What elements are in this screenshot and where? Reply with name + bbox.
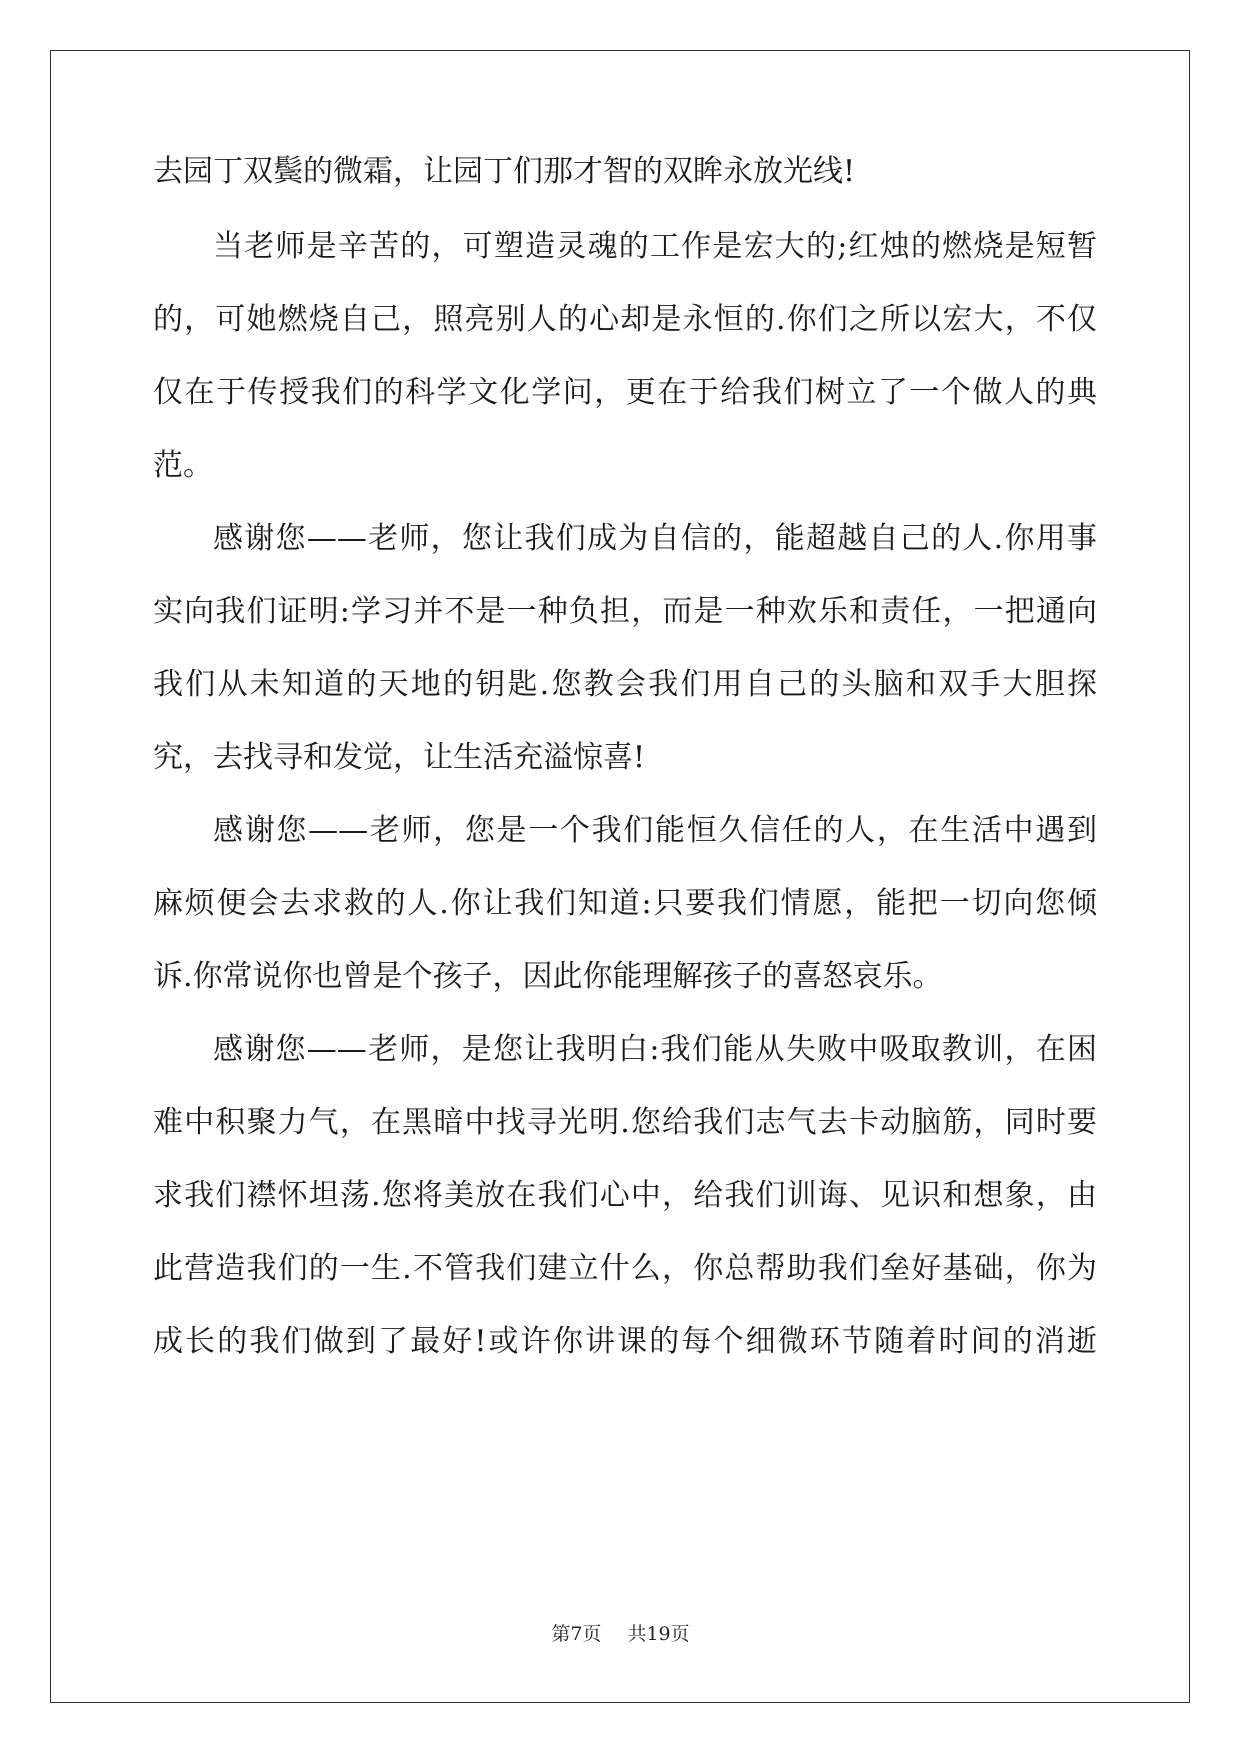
text-line-2: 当老师是辛苦的，可塑造灵魂的工作是宏大的;红烛的燃烧是短暂 [213,229,1097,264]
text-line-6: 感谢您——老师，您让我们成为自信的，能超越自己的人.你用事 [213,521,1097,556]
page-number: 第7页 [551,1623,602,1645]
text-line-13: 感谢您——老师，是您让我明白:我们能从失败中吸取教训，在困 [213,1032,1097,1067]
text-line-1: 去园丁双鬓的微霜，让园丁们那才智的双眸永放光线! [153,154,856,189]
text-line-4: 仅在于传授我们的科学文化学问，更在于给我们树立了一个做人的典 [153,375,1097,410]
text-line-12: 诉.你常说你也曾是个孩子，因此你能理解孩子的喜怒哀乐。 [153,959,943,994]
text-line-15: 求我们襟怀坦荡.您将美放在我们心中，给我们训诲、见识和想象，由 [153,1178,1097,1213]
text-line-17: 成长的我们做到了最好!或许你讲课的每个细微环节随着时间的消逝 [153,1324,1097,1359]
page-border [50,50,1190,1703]
text-line-11: 麻烦便会去求救的人.你让我们知道:只要我们情愿，能把一切向您倾 [153,886,1097,921]
page-total: 共19页 [627,1623,690,1645]
text-line-9: 究，去找寻和发觉，让生活充溢惊喜! [153,740,646,775]
text-line-5: 范。 [153,448,213,483]
text-line-16: 此营造我们的一生.不管我们建立什么，你总帮助我们垒好基础，你为 [153,1251,1097,1286]
text-line-14: 难中积聚力气，在黑暗中找寻光明.您给我们志气去卡动脑筋，同时要 [153,1105,1097,1140]
text-line-8: 我们从未知道的天地的钥匙.您教会我们用自己的头脑和双手大胆探 [153,667,1097,702]
page-footer [0,1622,1241,1646]
text-line-7: 实向我们证明:学习并不是一种负担，而是一种欢乐和责任，一把通向 [153,594,1097,629]
text-line-3: 的，可她燃烧自己，照亮别人的心却是永恒的.你们之所以宏大，不仅 [153,302,1097,337]
text-line-10: 感谢您——老师，您是一个我们能恒久信任的人，在生活中遇到 [213,813,1097,848]
